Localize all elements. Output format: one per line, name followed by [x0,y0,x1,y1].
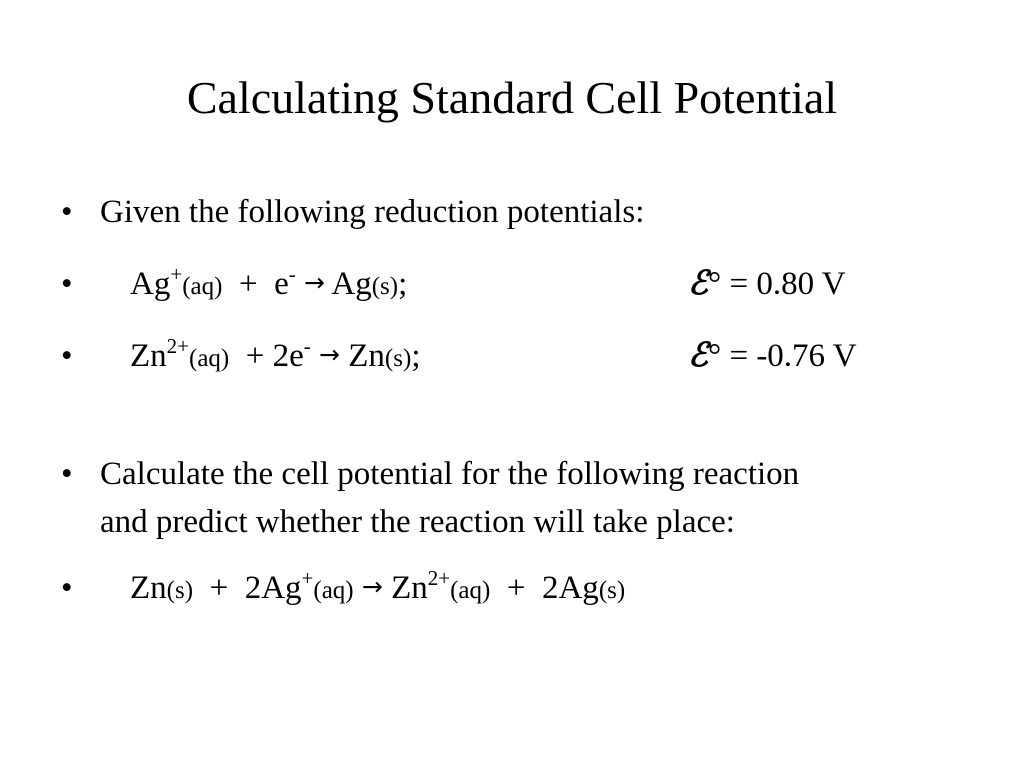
reaction-ag-state: (aq) [182,273,223,300]
overall-product2-state: (s) [598,577,626,604]
overall-product1-charge: 2+ [427,566,451,590]
reaction-zn-potential [688,336,857,376]
reaction-ag-product-state: (s) [371,273,399,300]
overall-product2: 2Ag [541,570,599,606]
reaction-ag-value: 0.80 V [756,266,846,302]
reaction-zn-electron: 2e [272,338,304,374]
overall-reactant2-charge: + [301,566,314,590]
reaction-zn-state: (aq) [189,345,230,372]
reaction-zn-product-state: (s) [384,345,412,372]
reaction-ag-equation [130,264,407,307]
reaction-zn-equals: = [729,338,749,374]
overall-reaction-equation [130,568,625,611]
overall-reactant1-state: (s) [166,577,194,604]
reaction-ag-electron-charge: - [288,262,296,286]
bullet-overall-reaction: • [61,570,73,606]
reaction-zn-product: Zn [348,338,385,374]
bullet-reaction-ag: • [61,266,73,302]
reaction-zn-arrow-icon: → [319,340,340,369]
reaction-zn-e-symbol: ℰ [688,338,708,374]
reaction-zn-value: -0.76 V [756,338,857,374]
bullet-intro: • [61,194,73,230]
overall-product1: Zn [391,570,428,606]
question-line-2: and predict whether the reaction will take place: [100,504,735,540]
reaction-ag-degree: ° [707,266,722,302]
overall-reactant1: Zn [130,570,167,606]
intro-text: Given the following reduction potentials: [100,194,645,230]
reaction-ag-product: Ag [331,266,372,302]
overall-arrow-icon: → [361,572,383,601]
overall-plus-2: + [506,570,526,606]
bullet-question: • [61,456,73,492]
reaction-zn-degree: ° [707,338,722,374]
reaction-zn-equation [130,336,420,379]
overall-reactant2: 2Ag [244,570,302,606]
reaction-zn-electron-charge: - [303,334,311,358]
reaction-zn-semicolon: ; [411,338,421,374]
slide-title: Calculating Standard Cell Potential [186,72,838,123]
reaction-ag-plus: + [238,266,258,302]
reaction-ag-electron: e [274,266,289,302]
overall-plus-1: + [209,570,229,606]
reaction-ag-e-symbol: ℰ [688,266,708,302]
reaction-ag-potential [688,264,846,304]
reaction-ag-semicolon: ; [398,266,408,302]
reaction-ag-arrow-icon: → [303,268,325,297]
question-line-1: Calculate the cell potential for the following reaction [100,456,800,492]
reaction-ag-charge: + [170,262,183,286]
bullet-reaction-zn: • [61,338,73,374]
reaction-ag-equals: = [729,266,749,302]
reaction-ag-species: Ag [130,266,171,302]
reaction-zn-species: Zn [130,338,167,374]
reaction-zn-charge: 2+ [166,334,190,358]
overall-product1-state: (aq) [450,577,491,604]
reaction-zn-plus: + [245,338,265,374]
overall-reactant2-state: (aq) [313,577,354,604]
